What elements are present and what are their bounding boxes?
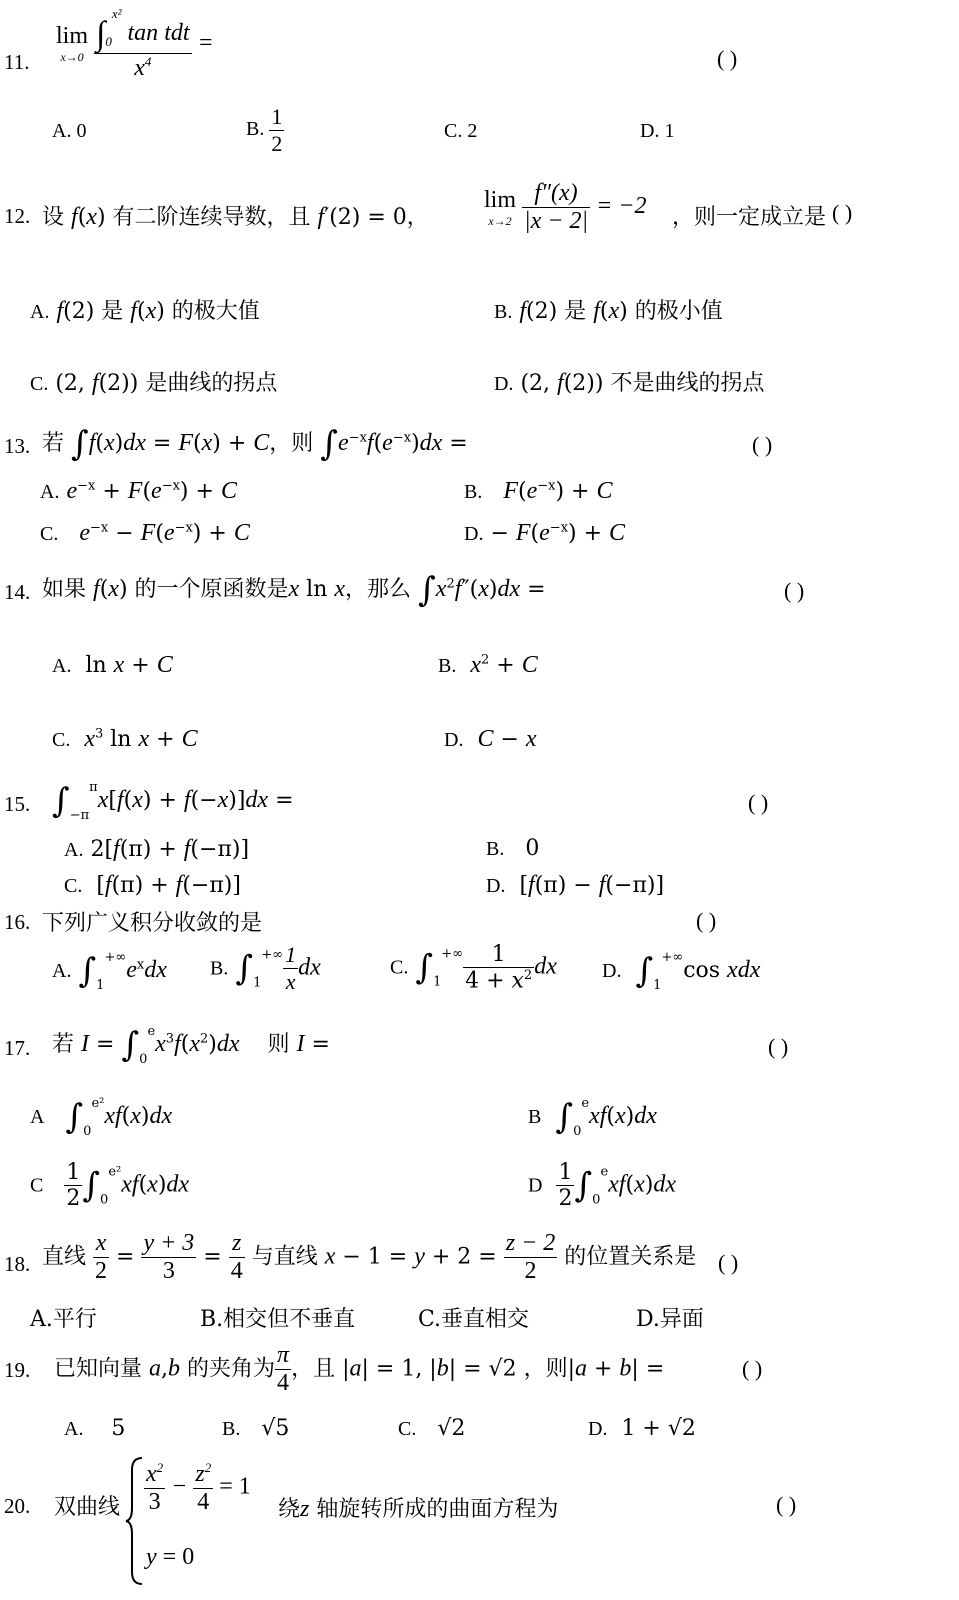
option-b: B. √5 [222, 1416, 290, 1441]
option-b: B. f(2) 是 f(x) 的极小值 [494, 298, 723, 324]
question-stem: 下列广义积分收敛的是 [42, 911, 263, 936]
answer-paren: ( ) [718, 1250, 739, 1275]
option-a: A. $e^{-x} + F(e^{-x}) + C$ [40, 478, 237, 504]
option-b: B. $\int_1^{+\infty}$ $\frac{1}{x}$ dx [210, 942, 321, 994]
option-b: B. 0 [486, 836, 540, 861]
option-b: B. $\frac{1}{2}$ [246, 104, 283, 156]
option-c: C. (2, f(2)) 是曲线的拐点 [30, 370, 278, 396]
question-number: 11. [4, 50, 30, 74]
option-d: D.异面 [636, 1307, 704, 1332]
answer-paren: ( ) [832, 200, 853, 225]
answer-paren: ( ) [768, 1034, 789, 1059]
option-d: D. − $F(e^{-x}) + C$ [464, 520, 626, 546]
question-stem: 如果 f(x) 的一个原函数是x ln x，那么 $\int x^2f''(x)dx$ = [42, 570, 546, 610]
answer-paren: ( ) [742, 1356, 763, 1381]
option-d: D. (2, f(2)) 不是曲线的拐点 [494, 370, 765, 396]
question-number: 18. [4, 1252, 31, 1276]
option-d: D. [f(π) − f(−π)] [486, 872, 665, 898]
option-a: A. $\int_1^{+\infty}e^xdx$ [52, 950, 167, 993]
option-c: C. [f(π) + f(−π)] [64, 872, 241, 898]
option-b: B $\int_0^exf(x)dx$ [528, 1096, 657, 1139]
question-stem: $\int_{-\pi}^\pi x[f(x) + f(-x)]dx$ = [52, 780, 294, 823]
question-number: 17. [4, 1036, 31, 1060]
option-b: B. $F(e^{-x}) + C$ [464, 478, 613, 504]
question-number: 15. [4, 792, 31, 816]
option-a: A. 0 [52, 120, 87, 142]
answer-paren: ( ) [752, 432, 773, 457]
question-stem-prefix: 双曲线 [54, 1495, 121, 1520]
brace-icon [124, 1456, 146, 1586]
option-c: C.垂直相交 [418, 1307, 530, 1332]
option-d: D. $\int_1^{+\infty}\cos$ xdx [602, 950, 761, 993]
equation-line-2: y = 0 [146, 1544, 195, 1570]
answer-paren: ( ) [784, 578, 805, 603]
question-stem: 直线 $\frac{x}{2}$ = $\frac{y + 3}{3}$ = $\frac{z}{4}$ 与直线 x − 1 = y + 2 = $\frac{z - 2}{2}$ 的位置关系是 [42, 1230, 697, 1284]
option-a: A. 5 [64, 1416, 126, 1441]
question-number: 14. [4, 580, 31, 604]
question-stem: 已知向量 a,b 的夹角为 $\frac{\pi}{4}$ ，且 |a| = 1, |b| = √2 ，则|a + b| = [54, 1342, 665, 1396]
question-stem-tail: ，则一定成立是 [672, 205, 827, 230]
option-d: D. 1 [640, 120, 675, 142]
question-number: 13. [4, 434, 31, 458]
answer-paren: ( ) [717, 46, 738, 71]
option-c: C $\frac{1}{2}$ $\int_0^{e^2}xf(x)dx$ [30, 1160, 190, 1211]
option-a: A. ln x + C [52, 652, 173, 678]
option-a: A. f(2) 是 f(x) 的极大值 [30, 298, 260, 324]
question-number: 16. [4, 910, 31, 934]
question-number: 19. [4, 1358, 31, 1382]
question-stem-formula: lim x→0 $\frac{\int_0^{x^2} \tan tdt}{x^4}$ = [56, 6, 214, 82]
option-c: C. $e^{-x} - F(e^{-x}) + C$ [40, 520, 250, 546]
question-number: 12. [4, 204, 31, 228]
equation-line-1: $\frac{x^2}{3}$ − $\frac{z^2}{4}$ = 1 [146, 1460, 251, 1515]
answer-paren: ( ) [696, 908, 717, 933]
option-d: D $\frac{1}{2}$ $\int_0^exf(x)dx$ [528, 1160, 676, 1211]
answer-paren: ( ) [776, 1492, 797, 1517]
option-d: D. 1 + √2 [588, 1416, 696, 1441]
question-stem: 绕z 轴旋转所成的曲面方程为 [278, 1496, 559, 1522]
answer-paren: ( ) [748, 790, 769, 815]
option-c: C. $\int_1^{+\infty}$ $\frac{1}{4 + x^2}$ dx [390, 942, 557, 994]
option-c: C. √2 [398, 1416, 466, 1441]
option-b: B. $x^2 + C$ [438, 652, 538, 678]
option-b: B.相交但不垂直 [200, 1307, 356, 1332]
question-stem: 设 f(x) 有二阶连续导数，且 f′(2) = 0， [42, 204, 429, 230]
option-a: A $\int_0^{e^2}xf(x)dx$ [30, 1096, 173, 1139]
option-c: C. $x^3$ ln x + C [52, 726, 198, 752]
question-stem-limit: lim x→2 $\frac{f''(x)}{|x - 2|}$ = −2 [484, 180, 647, 234]
option-a: A. 2[f(π) + f(−π)] [64, 836, 250, 862]
option-a: A.平行 [30, 1307, 97, 1332]
option-c: C. 2 [444, 120, 478, 142]
question-number: 20. [4, 1494, 31, 1518]
question-stem: 若 $I = \int_0^ex^3f(x^2)dx$ 则 I = [52, 1024, 330, 1067]
option-d: D. C − x [444, 726, 537, 752]
question-stem: 若 ∫f(x)dx = F(x) + C，则 $\int e^{-x}f(e^{-x})dx$ = [42, 424, 468, 464]
